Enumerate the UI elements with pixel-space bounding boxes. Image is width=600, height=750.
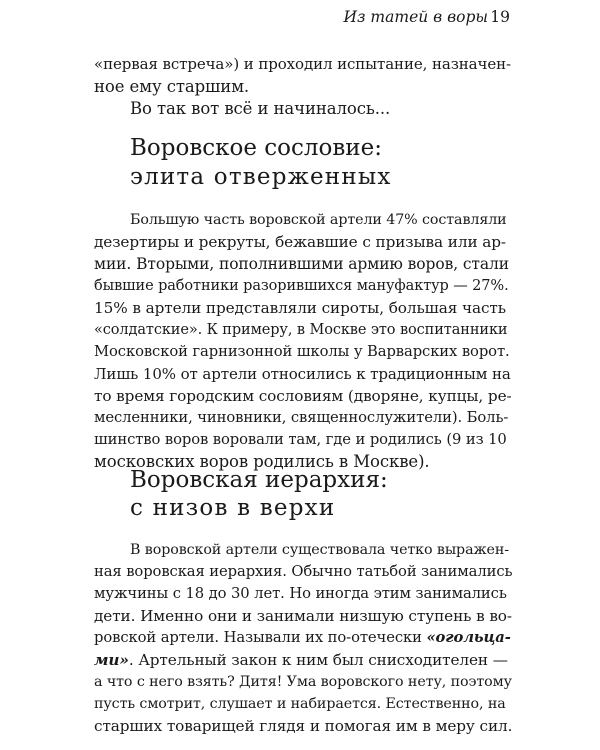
section-heading-2-line1: Воровская иерархия: — [130, 467, 388, 493]
emphasized-term: «огольца- — [426, 629, 511, 646]
text-line: мужчины с 18 до 30 лет. Но иногда этим занимались — [94, 585, 507, 602]
text-line: старших товарищей глядя и помогая им в меру сил. — [94, 717, 513, 735]
text-line: то время городским сословиям (дворяне, купцы, ре- — [94, 387, 512, 405]
text-line: В воровской артели существовала четко выражен- — [130, 542, 509, 558]
section-heading-1-line1: Воровское сословие: — [130, 135, 383, 161]
emphasized-term: ми» — [94, 651, 129, 669]
text-line: Во так вот всё и начиналось... — [130, 99, 391, 118]
text-line: ное ему старшим. — [94, 77, 250, 96]
text-line: бывшие работники разорившихся мануфактур — 27%. — [94, 278, 509, 294]
text-line: Московской гарнизонной школы у Варварских ворот. — [94, 343, 510, 360]
text-line: месленники, чиновники, священнослужители). Боль- — [94, 409, 509, 426]
page-number: 19 — [490, 8, 510, 26]
text-line: 15% в артели представляли сироты, большая часть — [94, 299, 506, 317]
text-line: московских воров родились в Москве). — [94, 452, 430, 471]
text-line: ная воровская иерархия. Обычно татьбой занимались — [94, 563, 513, 580]
text-line: а что с него взять? Дитя! Ума воровского нету, поэтому — [94, 674, 512, 690]
text-segment: . Артельный закон к ним был снисходителен — — [128, 651, 508, 669]
text-line: мии. Вторыми, пополнившими армию воров, стали — [94, 255, 510, 273]
text-segment: ровской артели. Называли их по-отечески — [94, 629, 422, 646]
text-line: Лишь 10% от артели относились к традиционным на — [94, 365, 511, 383]
text-line — [94, 650, 508, 670]
text-line: «первая встреча») и проходил испытание, назначен- — [94, 55, 511, 73]
text-line: шинство воров воровали там, где и родились (9 из 10 — [94, 431, 507, 448]
section-heading-1-line2: элита отверженных — [130, 164, 392, 190]
text-line: Большую часть воровской артели 47% составляли — [130, 212, 507, 228]
text-line: пусть смотрит, слушает и набирается. Естественно, на — [94, 696, 506, 712]
text-line: «солдатские». К примеру, в Москве это воспитанники — [94, 322, 508, 338]
text-line: дети. Именно они и занимали низшую ступень в во- — [94, 607, 512, 625]
text-line — [94, 628, 511, 648]
section-heading-2-line2: с низов в верхи — [130, 495, 336, 521]
running-head: Из татей в воры — [343, 8, 488, 26]
text-line: дезертиры и рекруты, бежавшие с призыва или ар- — [94, 233, 506, 251]
